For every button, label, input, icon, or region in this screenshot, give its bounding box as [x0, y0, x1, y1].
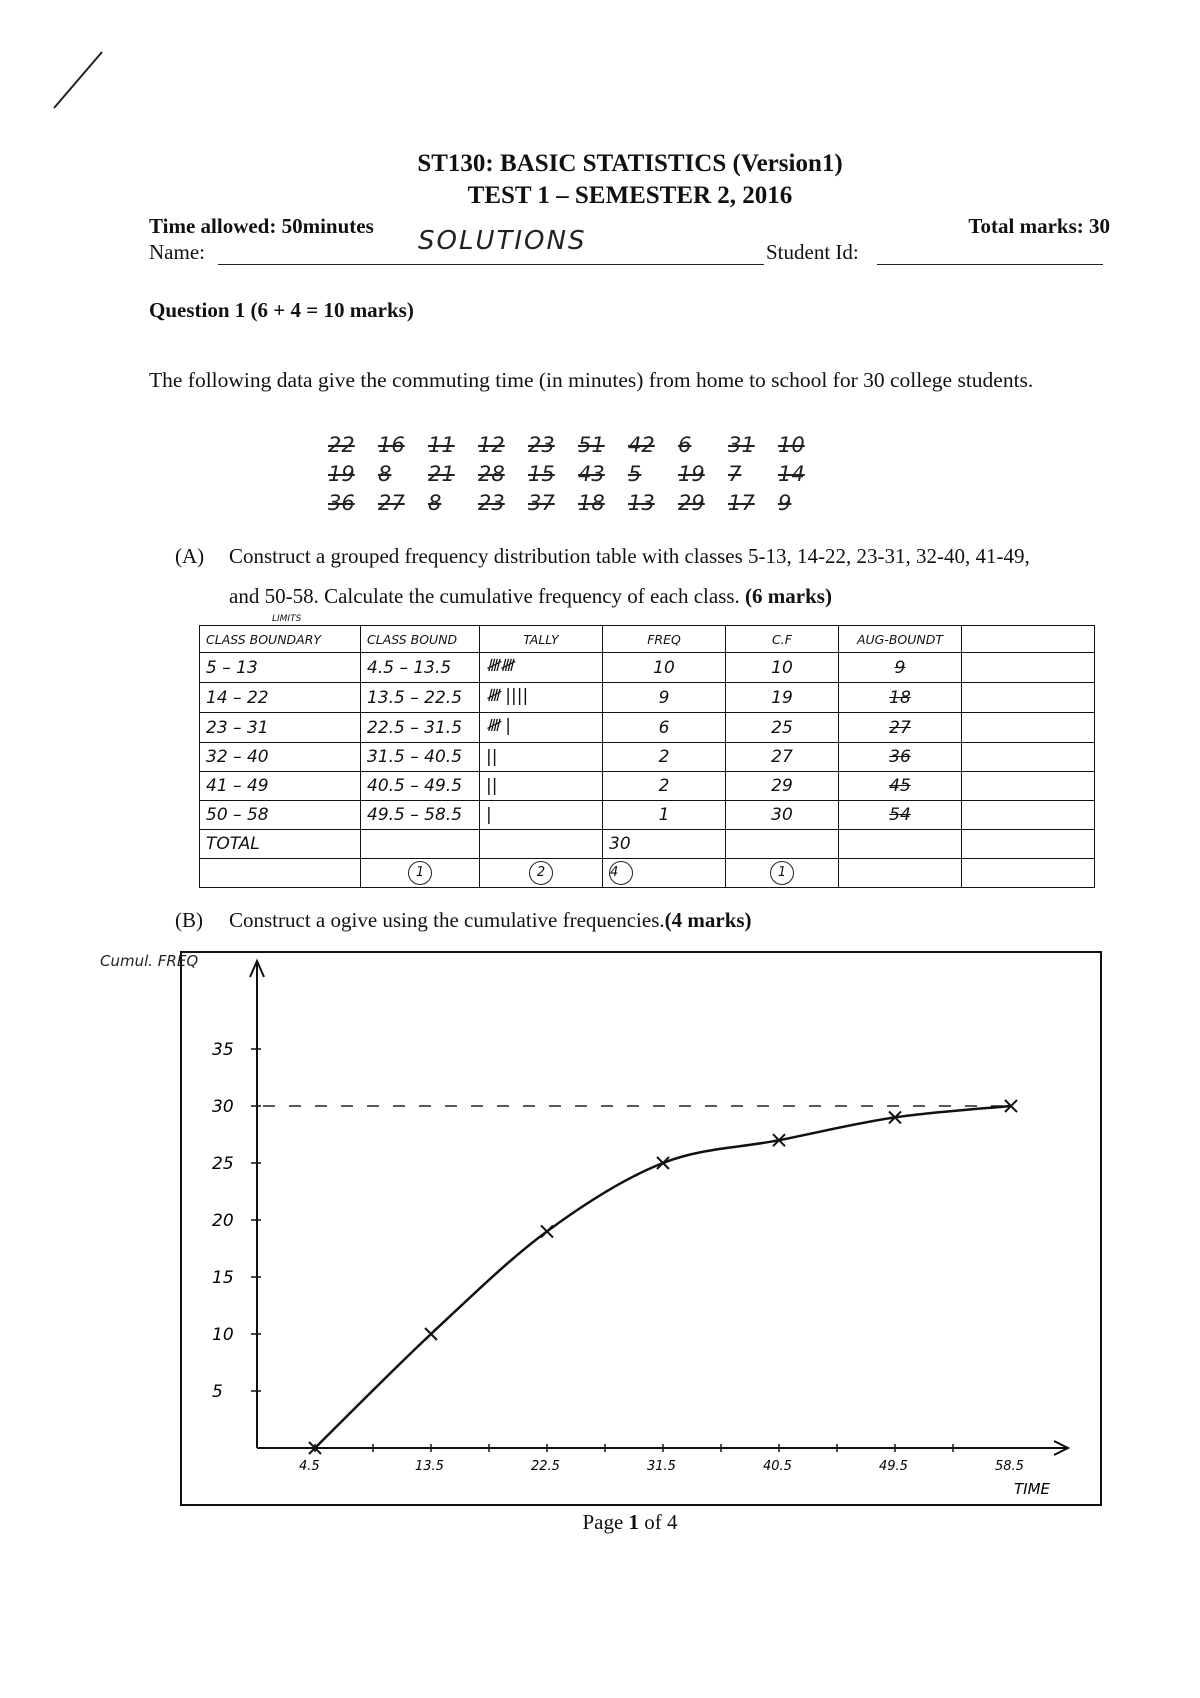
y-tick-label: 25 — [212, 1154, 234, 1174]
ogive-svg — [182, 953, 1100, 1504]
cell-aux: 45 — [839, 772, 962, 801]
data-row — [328, 433, 828, 462]
cell-freq: 9 — [603, 683, 726, 713]
table-row — [200, 772, 1095, 801]
data-value: 11 — [428, 433, 455, 457]
data-value: 31 — [728, 433, 755, 457]
cell-class-bound: 4.5 – 13.5 — [361, 653, 480, 683]
cell-cf: 10 — [726, 653, 839, 683]
cell-class-bound: 49.5 – 58.5 — [361, 801, 480, 830]
y-tick-label: 15 — [212, 1268, 234, 1288]
y-tick-label: 20 — [212, 1211, 234, 1231]
cell-blank — [962, 743, 1095, 772]
part-b-text-main: Construct a ogive using the cumulative frequencies. — [229, 908, 665, 932]
cell-tally: 𝍸 |||| — [480, 683, 603, 713]
name-line — [218, 264, 764, 265]
x-axis-label: TIME — [1014, 1480, 1051, 1498]
cell-blank — [962, 653, 1095, 683]
cell-aux: 27 — [839, 713, 962, 743]
time-allowed: Time allowed: 50minutes — [149, 214, 374, 238]
cell-class-limits: 50 – 58 — [200, 801, 361, 830]
cell-aux: 18 — [839, 683, 962, 713]
cell-cf: 19 — [726, 683, 839, 713]
total-label: TOTAL — [200, 830, 361, 859]
mark-circle: 2 — [529, 861, 553, 885]
data-value: 9 — [778, 491, 792, 515]
cell-class-limits: 5 – 13 — [200, 653, 361, 683]
header-aux: AUG-BOUNDT — [839, 626, 962, 653]
ogive-y-label: Cumul. FREQ — [100, 952, 199, 970]
header-blank — [962, 626, 1095, 653]
mark-circle: 1 — [770, 861, 794, 885]
data-point — [541, 1225, 553, 1237]
mark-circle: 1 — [408, 861, 432, 885]
cell-freq: 2 — [603, 772, 726, 801]
page-footer — [0, 1510, 1200, 1535]
cell-cf: 30 — [726, 801, 839, 830]
raw-data-grid — [328, 433, 828, 520]
x-tick-label: 31.5 — [647, 1459, 676, 1474]
cell-cf: 29 — [726, 772, 839, 801]
data-value: 19 — [678, 462, 705, 486]
data-value: 51 — [578, 433, 605, 457]
cell-tally: 𝍸𝍸 — [480, 653, 603, 683]
cell-tally: || — [480, 743, 603, 772]
y-tick-label: 35 — [212, 1040, 234, 1060]
cell-tally: 𝍸 | — [480, 713, 603, 743]
data-value: 6 — [678, 433, 692, 457]
cell-class-limits: 23 – 31 — [200, 713, 361, 743]
data-point — [425, 1328, 437, 1340]
cell-freq: 1 — [603, 801, 726, 830]
cell-freq: 6 — [603, 713, 726, 743]
table-row — [200, 801, 1095, 830]
header-cf: C.F — [726, 626, 839, 653]
part-a-text-1: Construct a grouped frequency distribution table with classes 5-13, 14-22, 23-31, 32-40, 41-49, — [229, 544, 1030, 568]
total-value: 30 — [603, 830, 726, 859]
ogive-chart — [180, 951, 1102, 1506]
test-title: TEST 1 – SEMESTER 2, 2016 — [467, 182, 793, 209]
data-value: 22 — [328, 433, 355, 457]
cell-class-bound: 22.5 – 31.5 — [361, 713, 480, 743]
data-value: 23 — [478, 491, 505, 515]
total-marks: Total marks: 30 — [968, 214, 1110, 238]
x-tick-label: 4.5 — [299, 1459, 320, 1474]
table-total-row — [200, 830, 1095, 859]
cell-blank — [962, 683, 1095, 713]
y-tick-label: 5 — [212, 1382, 223, 1402]
x-tick-label: 58.5 — [995, 1459, 1024, 1474]
mark-circle: 4 — [609, 861, 633, 885]
cell-blank — [962, 801, 1095, 830]
data-value: 8 — [378, 462, 392, 486]
student-id-line — [877, 264, 1103, 265]
name-label: Name: — [149, 240, 205, 264]
cell-class-limits: 41 – 49 — [200, 772, 361, 801]
part-b-text — [229, 908, 752, 933]
data-value: 15 — [528, 462, 555, 486]
header-class-limits: LIMITS CLASS BOUNDARY — [200, 626, 361, 653]
cell-freq: 2 — [603, 743, 726, 772]
cell-class-bound: 31.5 – 40.5 — [361, 743, 480, 772]
part-a-marks: (6 marks) — [745, 584, 832, 608]
ogive-line — [315, 1106, 1011, 1448]
data-value: 17 — [728, 491, 755, 515]
table-row — [200, 653, 1095, 683]
question-title: Question 1 (6 + 4 = 10 marks) — [149, 298, 414, 322]
data-value: 29 — [678, 491, 705, 515]
table-row — [200, 713, 1095, 743]
data-value: 21 — [428, 462, 455, 486]
data-value: 27 — [378, 491, 405, 515]
header-limits-above: LIMITS — [272, 614, 302, 624]
cell-cf: 25 — [726, 713, 839, 743]
table-header-row — [200, 626, 1095, 653]
corner-mark — [48, 48, 108, 112]
cell-class-limits: 32 – 40 — [200, 743, 361, 772]
data-value: 43 — [578, 462, 605, 486]
data-value: 36 — [328, 491, 355, 515]
student-id-label: Student Id: — [766, 240, 859, 264]
cell-freq: 10 — [603, 653, 726, 683]
cell-aux: 54 — [839, 801, 962, 830]
header-class-bound: CLASS BOUND — [361, 626, 480, 653]
cell-blank — [962, 713, 1095, 743]
data-value: 5 — [628, 462, 642, 486]
table-row — [200, 743, 1095, 772]
page-suffix: of 4 — [644, 1510, 678, 1534]
data-value: 42 — [628, 433, 655, 457]
x-tick-label: 49.5 — [879, 1459, 908, 1474]
data-value: 8 — [428, 491, 442, 515]
data-value: 37 — [528, 491, 555, 515]
data-row — [328, 491, 828, 520]
data-value: 18 — [578, 491, 605, 515]
cell-blank — [962, 772, 1095, 801]
part-a-label: (A) — [175, 544, 205, 568]
part-b-marks: (4 marks) — [664, 908, 752, 932]
cell-class-bound: 13.5 – 22.5 — [361, 683, 480, 713]
data-value: 19 — [328, 462, 355, 486]
data-value: 28 — [478, 462, 505, 486]
part-a-text-2-main: and 50-58. Calculate the cumulative frequency of each class. — [229, 584, 740, 608]
page-number: 1 — [628, 1510, 640, 1534]
data-value: 7 — [728, 462, 742, 486]
header-tally: TALLY — [480, 626, 603, 653]
table-row — [200, 683, 1095, 713]
page-prefix: Page — [582, 1510, 624, 1534]
table-marks-row — [200, 859, 1095, 888]
x-tick-label: 22.5 — [531, 1459, 560, 1474]
cell-class-limits: 14 – 22 — [200, 683, 361, 713]
cell-aux: 9 — [839, 653, 962, 683]
data-value: 16 — [378, 433, 405, 457]
y-tick-label: 30 — [212, 1097, 234, 1117]
part-b-label: (B) — [175, 908, 203, 932]
data-point — [657, 1157, 669, 1169]
name-value: SOLUTIONS — [418, 226, 587, 256]
cell-cf: 27 — [726, 743, 839, 772]
cell-tally: | — [480, 801, 603, 830]
x-tick-label: 13.5 — [415, 1459, 444, 1474]
data-row — [328, 462, 828, 491]
cell-aux: 36 — [839, 743, 962, 772]
data-value: 10 — [778, 433, 805, 457]
cell-class-bound: 40.5 – 49.5 — [361, 772, 480, 801]
question-intro: The following data give the commuting time (in minutes) from home to school for 30 college students. — [149, 368, 1034, 392]
frequency-table — [199, 614, 1095, 888]
header-freq: FREQ — [603, 626, 726, 653]
x-tick-label: 40.5 — [763, 1459, 792, 1474]
cell-tally: || — [480, 772, 603, 801]
y-tick-label: 10 — [212, 1325, 234, 1345]
data-value: 12 — [478, 433, 505, 457]
data-value: 14 — [778, 462, 805, 486]
data-value: 13 — [628, 491, 655, 515]
data-value: 23 — [528, 433, 555, 457]
part-a-text-2 — [229, 584, 832, 609]
course-title: ST130: BASIC STATISTICS (Version1) — [417, 150, 843, 177]
